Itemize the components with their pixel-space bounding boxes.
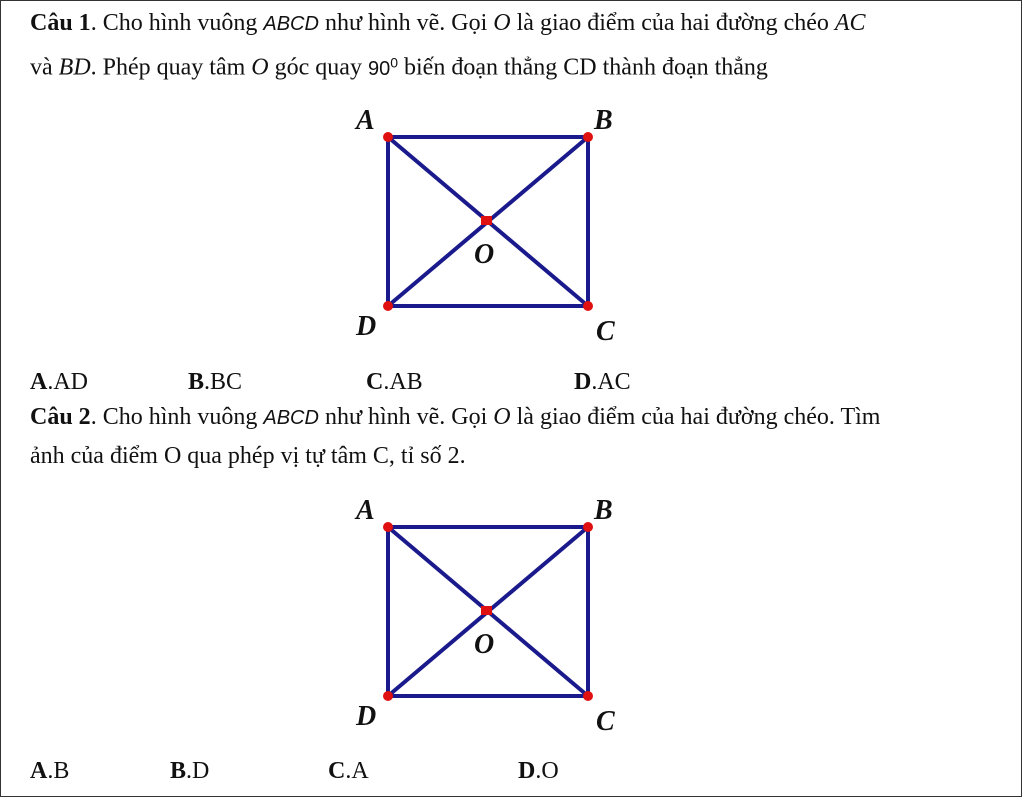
point-a [383, 522, 393, 532]
label-d: D [356, 311, 377, 342]
q1-line-1: Câu 1. Cho hình vuông ABCD như hình vẽ. Gọi O là giao điểm của hai đường chéo AC [30, 10, 866, 36]
label-b: B [594, 495, 613, 526]
q1-angle: $90^0$ [367, 54, 398, 80]
q2-option-c[interactable]: C.A [328, 758, 369, 784]
label-o: O [474, 629, 495, 660]
q2-line-1: Câu 2. Cho hình vuông ABCD như hình vẽ. Gọi O là giao điểm của hai đường chéo. Tìm [30, 404, 881, 430]
q2-option-b[interactable]: B.D [170, 758, 210, 784]
q1-option-b[interactable]: B.BC [188, 369, 243, 395]
q1-option-a[interactable]: A.AD [30, 369, 89, 395]
q2-option-d[interactable]: D.O [518, 758, 559, 784]
q1-square-figure [340, 100, 640, 350]
point-d [383, 691, 393, 701]
q2-option-a[interactable]: A.B [30, 758, 70, 784]
label-c: C [596, 706, 615, 737]
point-d [383, 301, 393, 311]
q1-option-c[interactable]: C.AB [366, 369, 423, 395]
point-b [583, 132, 593, 142]
point-b [583, 522, 593, 532]
label-d: D [356, 701, 377, 732]
label-b: B [594, 105, 613, 136]
label-o: O [474, 239, 495, 270]
point-o [481, 606, 492, 615]
q2-square-name: ABCD [263, 407, 319, 429]
label-c: C [596, 316, 615, 347]
label-a: A [356, 495, 375, 526]
point-a [383, 132, 393, 142]
q1-label: Câu 1 [30, 10, 91, 36]
q2-square-figure [340, 490, 640, 740]
q1-option-d[interactable]: D.AC [574, 369, 631, 395]
point-o [481, 216, 492, 225]
q1-square-name: ABCD [263, 13, 319, 35]
q1-line-2: và BD. Phép quay tâm O góc quay $90^0$ biến đoạn thẳng CD thành đoạn thẳng [30, 54, 768, 81]
q2-line-2: ảnh của điểm O qua phép vị tự tâm C, tỉ số 2. [30, 443, 466, 469]
point-c [583, 301, 593, 311]
label-a: A [356, 105, 375, 136]
q2-label: Câu 2 [30, 404, 91, 430]
point-c [583, 691, 593, 701]
